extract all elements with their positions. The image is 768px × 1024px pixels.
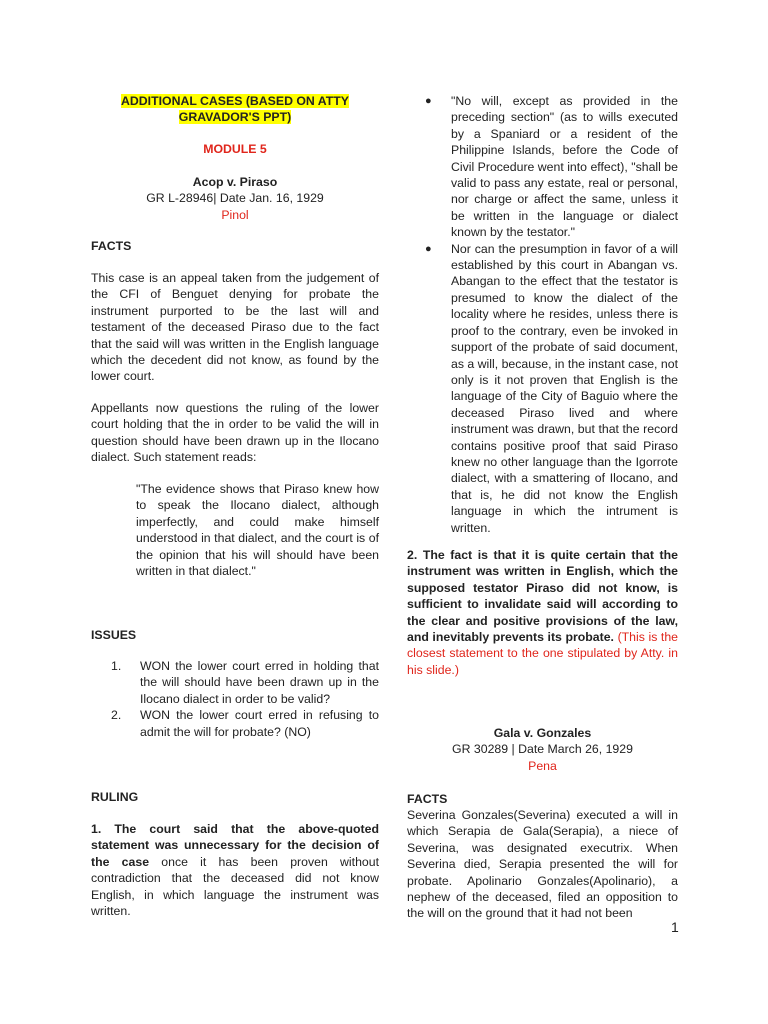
case1-author: Pinol bbox=[221, 208, 249, 222]
page-number: 1 bbox=[671, 919, 679, 935]
case1-quote: "The evidence shows that Piraso knew how to speak the Ilocano dialect, although imperfectly, and could make himself understood in that dialect, and the court is of the opinion that his will should have been written in that dialect." bbox=[136, 482, 379, 579]
module-label: MODULE 5 bbox=[203, 142, 267, 156]
case1-ruling-1 bbox=[91, 821, 379, 919]
case1-facts-paragraph-2: Appellants now questions the ruling of the lower court holding that the in order to be valid the will in question should have been drawn up in the Ilocano dialect. Such statement reads: bbox=[91, 401, 379, 465]
bullet-dot: ● bbox=[425, 242, 432, 255]
title-line-2: GRAVADOR'S PPT) bbox=[178, 110, 292, 125]
case1-issues-list bbox=[91, 658, 379, 740]
case2-author: Pena bbox=[528, 759, 557, 773]
ruling-1-rest-text: once it has been proven without contradiction that the deceased did not know English, in which language the instrument was written. bbox=[91, 854, 380, 919]
case1-facts-heading: FACTS bbox=[91, 239, 132, 253]
issue-item bbox=[91, 658, 379, 707]
case2-facts-paragraph-1: Severina Gonzales(Severina) executed a will in which Serapia de Gala(Serapia), a niece of Severina, was designated executrix. When Severina died, Serapia presented the will for probate. Apolinario Gonzales(Apolinario), a nephew of the deceased, filed an opposition to the will on the ground that it had not been bbox=[407, 808, 678, 921]
bullet-dot: ● bbox=[425, 95, 432, 107]
case2-facts-heading: FACTS bbox=[407, 792, 448, 806]
ruling-2-note: (This is the closest statement to the one stipulated by Atty. in his slide.) bbox=[407, 630, 678, 677]
ruling-1-bold-text: 1. The court said that the above-quoted statement was unnecessary for the decision of the case bbox=[91, 822, 379, 869]
case1-bullet-list bbox=[407, 93, 678, 536]
case1-facts-paragraph-1: This case is an appeal taken from the judgement of the CFI of Benguet denying for probate the instrument purported to be the last will and testament of the deceased Piraso due to the fact that the said will was written in the English language which the decedent did not know, as found by the lower court. bbox=[91, 271, 379, 384]
bullet-text: "No will, except as provided in the preceding section" (as to wills executed by a Spaniard or a resident of the Philippine Islands, before the Code of Civil Procedure went into effect), "shall be valid to pass any estate, real or personal, nor charge or affect the same, unless it be written in the language or dialect known by the testator." bbox=[451, 94, 678, 240]
bullet-text: Nor can the presumption in favor of a will established by this court in Abangan vs. Abangan to the effect that the testator is presumed to know the dialect of the locality where he resides, unless there is proof to the contrary, even be invoked in support of the probate of said document, as a will, because, in the instant case, not only is it not proven that English is the language of the City of Baguio where the deceased Piraso lived and where instrument was drawn, but that the record contains positive proof that said Piraso knew no other language than the Igorrote dialect, with a smattering of Ilocano, and that is, he did not know the English language in which the intrument is written. bbox=[451, 241, 678, 535]
issue-text: WON the lower court erred in refusing to admit the will for probate? (NO) bbox=[140, 708, 379, 739]
bullet-item bbox=[407, 93, 678, 241]
issue-item bbox=[91, 707, 379, 740]
issue-number: 1. bbox=[111, 659, 122, 673]
bullet-item bbox=[407, 241, 678, 536]
case2-gr: GR 30289 | Date March 26, 1929 bbox=[452, 742, 633, 756]
case1-title: Acop v. Piraso bbox=[192, 175, 278, 189]
case1-ruling-2 bbox=[407, 547, 678, 678]
document-title bbox=[91, 93, 379, 126]
issue-number: 2. bbox=[111, 708, 122, 723]
case2-title: Gala v. Gonzales bbox=[493, 726, 592, 740]
case1-issues-heading: ISSUES bbox=[91, 628, 137, 642]
case1-ruling-heading: RULING bbox=[91, 790, 139, 804]
ruling-2-bold-text: 2. The fact is that it is quite certain that the instrument was written in English, which the supposed testator Piraso did not know, is sufficient to invalidate said will according to the clear and positive provisions of the law, and inevitably prevents its probate. bbox=[407, 548, 678, 645]
issue-text: WON the lower court erred in holding that the will should have been drawn up in the Ilocano dialect in order to be valid? bbox=[140, 659, 379, 706]
case1-gr: GR L-28946| Date Jan. 16, 1929 bbox=[146, 191, 324, 205]
title-line-1: ADDITIONAL CASES (BASED ON ATTY bbox=[121, 94, 349, 108]
